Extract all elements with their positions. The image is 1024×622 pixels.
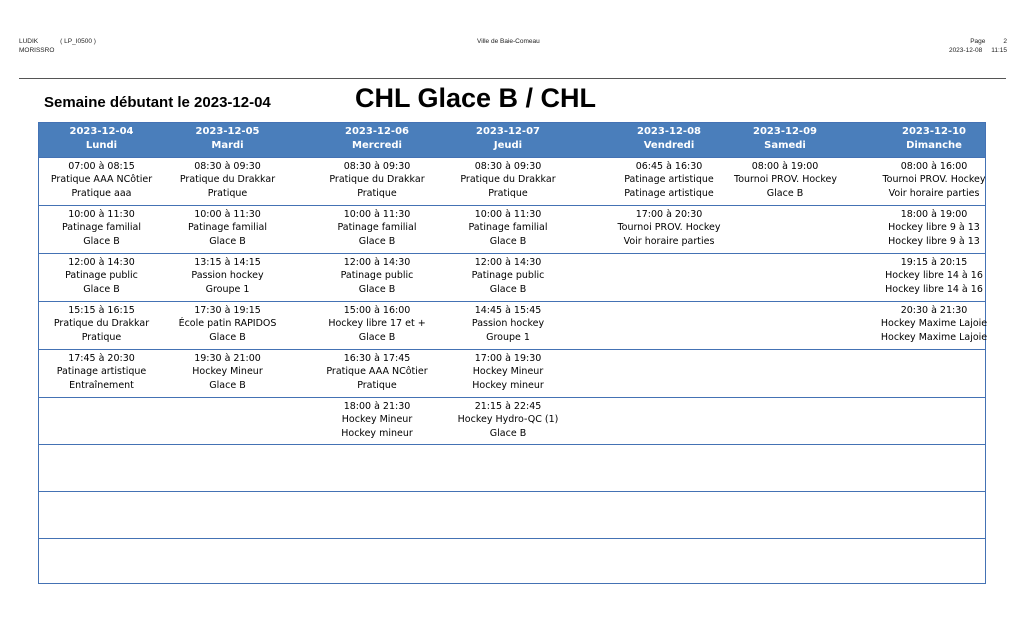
booking-cell bbox=[34, 254, 169, 300]
booking-activity: Pratique AAA NCôtier bbox=[326, 366, 428, 378]
booking-cell bbox=[438, 158, 578, 204]
day-header-2 bbox=[154, 123, 301, 157]
booking-time: 17:45 à 20:30 bbox=[68, 353, 135, 364]
app-name: LUDIK bbox=[19, 38, 39, 45]
organization-name: Ville de Baie-Comeau bbox=[477, 38, 540, 45]
booking-cell bbox=[734, 350, 836, 396]
print-time: 11:15 bbox=[991, 47, 1007, 54]
booking-activity: Passion hockey bbox=[471, 318, 545, 330]
booking-cell bbox=[438, 350, 578, 396]
booking-time: 18:00 à 19:00 bbox=[900, 209, 968, 220]
booking-activity: Hockey Mineur bbox=[192, 366, 263, 378]
booking-time: 08:30 à 09:30 bbox=[474, 161, 542, 172]
booking-time: 08:00 à 19:00 bbox=[751, 161, 819, 172]
header-divider bbox=[19, 78, 1006, 79]
booking-cell bbox=[854, 350, 1014, 396]
schedule-grid bbox=[38, 122, 986, 584]
booking-detail: Entraînement bbox=[69, 379, 134, 391]
day-name: Jeudi bbox=[493, 140, 523, 151]
booking-cell bbox=[34, 492, 169, 538]
booking-detail: Glace B bbox=[358, 331, 396, 343]
booking-time: 06:45 à 16:30 bbox=[635, 161, 703, 172]
booking-activity: Patinage familial bbox=[61, 222, 142, 234]
booking-detail: Groupe 1 bbox=[486, 331, 530, 343]
booking-time: 17:00 à 19:30 bbox=[474, 353, 542, 364]
booking-detail: Glace B bbox=[358, 235, 396, 247]
booking-time: 08:30 à 09:30 bbox=[194, 161, 261, 172]
day-name: Lundi bbox=[85, 140, 118, 151]
booking-cell bbox=[438, 492, 578, 538]
booking-cell bbox=[734, 302, 836, 348]
day-date: 2023-12-04 bbox=[69, 126, 134, 137]
booking-cell bbox=[734, 539, 836, 585]
booking-cell bbox=[438, 445, 578, 491]
booking-detail: Glace B bbox=[209, 379, 246, 391]
booking-cell bbox=[34, 539, 169, 585]
booking-cell bbox=[734, 158, 836, 204]
booking-cell bbox=[438, 539, 578, 585]
day-name: Samedi bbox=[764, 140, 806, 151]
day-header-7 bbox=[854, 123, 1014, 157]
booking-cell bbox=[438, 206, 578, 252]
booking-cell bbox=[854, 445, 1014, 491]
day-name: Mercredi bbox=[352, 140, 402, 151]
booking-detail: Glace B bbox=[209, 331, 246, 343]
booking-activity: Patinage familial bbox=[468, 222, 548, 234]
booking-cell bbox=[854, 206, 1014, 252]
booking-detail: Glace B bbox=[83, 235, 120, 247]
booking-cell bbox=[34, 398, 169, 444]
booking-time: 10:00 à 11:30 bbox=[194, 209, 261, 220]
booking-time: 13:15 à 14:15 bbox=[194, 257, 261, 268]
booking-activity: Tournoi PROV. Hockey bbox=[617, 222, 721, 234]
booking-cell bbox=[154, 492, 301, 538]
booking-cell bbox=[34, 302, 169, 348]
booking-detail: Hockey libre 9 à 13 bbox=[888, 235, 980, 247]
booking-time: 15:15 à 16:15 bbox=[68, 305, 135, 316]
day-header-6 bbox=[734, 123, 836, 157]
booking-time: 18:00 à 21:30 bbox=[343, 401, 411, 412]
booking-detail: Pratique bbox=[488, 187, 528, 199]
booking-activity: Patinage public bbox=[340, 270, 414, 282]
booking-activity: Pratique du Drakkar bbox=[460, 174, 556, 186]
booking-activity: Pratique AAA NCôtier bbox=[50, 174, 153, 186]
day-date: 2023-12-08 bbox=[637, 126, 701, 137]
booking-detail: Hockey mineur bbox=[341, 427, 413, 439]
booking-activity: Tournoi PROV. Hockey bbox=[882, 174, 986, 186]
booking-activity: Hockey libre 17 et + bbox=[328, 318, 426, 330]
booking-activity: Patinage familial bbox=[337, 222, 417, 234]
schedule-row bbox=[39, 491, 985, 538]
booking-cell bbox=[734, 445, 836, 491]
booking-cell bbox=[854, 302, 1014, 348]
booking-detail: Glace B bbox=[489, 427, 527, 439]
booking-time: 08:00 à 16:00 bbox=[900, 161, 968, 172]
booking-detail: Pratique bbox=[357, 379, 397, 391]
page-number: 2 bbox=[1003, 38, 1007, 45]
schedule-row bbox=[39, 157, 985, 204]
day-name: Mardi bbox=[211, 140, 244, 151]
booking-activity: Patinage artistique bbox=[624, 174, 714, 186]
day-date: 2023-12-10 bbox=[902, 126, 966, 137]
booking-cell bbox=[854, 158, 1014, 204]
day-header-1 bbox=[34, 123, 169, 157]
day-header-row bbox=[39, 123, 985, 157]
schedule-row bbox=[39, 538, 985, 585]
booking-cell bbox=[854, 539, 1014, 585]
day-name: Dimanche bbox=[906, 140, 962, 151]
schedule-row bbox=[39, 205, 985, 252]
report-code: ( LP_I0500 ) bbox=[60, 38, 96, 45]
day-header-4 bbox=[438, 123, 578, 157]
booking-activity: Pratique du Drakkar bbox=[329, 174, 425, 186]
booking-time: 19:15 à 20:15 bbox=[900, 257, 968, 268]
schedule-row bbox=[39, 301, 988, 348]
booking-activity: Hockey libre 9 à 13 bbox=[888, 222, 980, 234]
booking-time: 21:15 à 22:45 bbox=[474, 401, 542, 412]
schedule-row bbox=[39, 444, 985, 491]
booking-cell bbox=[34, 350, 169, 396]
booking-activity: Pratique du Drakkar bbox=[179, 174, 276, 186]
booking-cell bbox=[154, 302, 301, 348]
booking-detail: Pratique bbox=[357, 187, 397, 199]
booking-detail: Hockey libre 14 à 16 bbox=[885, 283, 983, 295]
booking-activity: Tournoi PROV. Hockey bbox=[734, 174, 838, 186]
booking-detail: Glace B bbox=[489, 283, 527, 295]
booking-detail: Voir horaire parties bbox=[888, 187, 980, 199]
booking-detail: Pratique bbox=[207, 187, 248, 199]
print-date: 2023-12-08 bbox=[948, 47, 983, 54]
booking-time: 12:00 à 14:30 bbox=[343, 257, 411, 268]
booking-cell bbox=[438, 254, 578, 300]
booking-detail: Glace B bbox=[358, 283, 396, 295]
booking-activity: Passion hockey bbox=[191, 270, 264, 282]
booking-cell bbox=[154, 398, 301, 444]
booking-cell bbox=[154, 206, 301, 252]
booking-cell bbox=[854, 398, 1014, 444]
day-date: 2023-12-07 bbox=[476, 126, 540, 137]
booking-time: 14:45 à 15:45 bbox=[474, 305, 542, 316]
booking-cell bbox=[734, 206, 836, 252]
booking-detail: Glace B bbox=[489, 235, 527, 247]
schedule-row bbox=[39, 253, 985, 300]
booking-activity: Hockey Hydro-QC (1) bbox=[457, 414, 559, 426]
booking-time: 08:30 à 09:30 bbox=[343, 161, 411, 172]
booking-cell bbox=[154, 158, 301, 204]
booking-time: 10:00 à 11:30 bbox=[343, 209, 411, 220]
booking-activity: Pratique du Drakkar bbox=[53, 318, 150, 330]
booking-time: 07:00 à 08:15 bbox=[68, 161, 135, 172]
booking-cell bbox=[154, 254, 301, 300]
booking-time: 12:00 à 14:30 bbox=[68, 257, 135, 268]
booking-cell bbox=[154, 539, 301, 585]
booking-cell bbox=[34, 445, 169, 491]
booking-detail: Hockey mineur bbox=[472, 379, 544, 391]
booking-detail: Hockey Maxime Lajoie bbox=[880, 331, 988, 343]
booking-activity: Hockey libre 14 à 16 bbox=[885, 270, 983, 282]
booking-cell bbox=[854, 492, 1014, 538]
booking-detail: Pratique bbox=[81, 331, 122, 343]
booking-cell bbox=[34, 158, 169, 204]
booking-cell bbox=[734, 254, 836, 300]
booking-time: 10:00 à 11:30 bbox=[474, 209, 542, 220]
booking-activity: Hockey Mineur bbox=[341, 414, 413, 426]
schedule-row bbox=[39, 397, 985, 444]
booking-cell bbox=[438, 398, 578, 444]
page-title: CHL Glace B / CHL bbox=[355, 83, 597, 113]
schedule-row bbox=[39, 349, 985, 396]
booking-detail: Groupe 1 bbox=[205, 283, 250, 295]
booking-activity: École patin RAPIDOS bbox=[178, 318, 277, 330]
user-name: MORISSRO bbox=[19, 47, 55, 54]
booking-activity: Hockey Maxime Lajoie bbox=[880, 318, 988, 330]
booking-cell bbox=[154, 445, 301, 491]
booking-activity: Patinage artistique bbox=[56, 366, 147, 378]
day-date: 2023-12-09 bbox=[753, 126, 817, 137]
booking-detail: Pratique aaa bbox=[71, 187, 132, 199]
booking-activity: Patinage familial bbox=[187, 222, 268, 234]
booking-cell bbox=[34, 206, 169, 252]
booking-cell bbox=[438, 302, 578, 348]
report-header-right bbox=[900, 37, 1007, 55]
booking-time: 15:00 à 16:00 bbox=[343, 305, 411, 316]
page-label: Page bbox=[970, 38, 986, 45]
booking-time: 20:30 à 21:30 bbox=[900, 305, 968, 316]
booking-activity: Hockey Mineur bbox=[472, 366, 544, 378]
booking-cell bbox=[734, 398, 836, 444]
report-header-left bbox=[19, 37, 96, 55]
booking-detail: Glace B bbox=[766, 187, 804, 199]
booking-activity: Patinage public bbox=[65, 270, 138, 282]
booking-activity: Patinage public bbox=[471, 270, 545, 282]
booking-detail: Voir horaire parties bbox=[623, 235, 715, 247]
booking-time: 16:30 à 17:45 bbox=[343, 353, 411, 364]
booking-detail: Glace B bbox=[83, 283, 120, 295]
booking-time: 10:00 à 11:30 bbox=[68, 209, 135, 220]
week-label: Semaine débutant le 2023-12-04 bbox=[44, 94, 271, 111]
day-name: Vendredi bbox=[643, 140, 695, 151]
booking-cell bbox=[854, 254, 1014, 300]
day-date: 2023-12-06 bbox=[345, 126, 409, 137]
booking-cell bbox=[734, 492, 836, 538]
booking-cell bbox=[154, 350, 301, 396]
booking-time: 19:30 à 21:00 bbox=[194, 353, 261, 364]
booking-time: 17:00 à 20:30 bbox=[635, 209, 703, 220]
booking-detail: Glace B bbox=[209, 235, 246, 247]
booking-detail: Patinage artistique bbox=[624, 187, 714, 199]
booking-time: 17:30 à 19:15 bbox=[194, 305, 261, 316]
booking-time: 12:00 à 14:30 bbox=[474, 257, 542, 268]
day-date: 2023-12-05 bbox=[195, 126, 260, 137]
